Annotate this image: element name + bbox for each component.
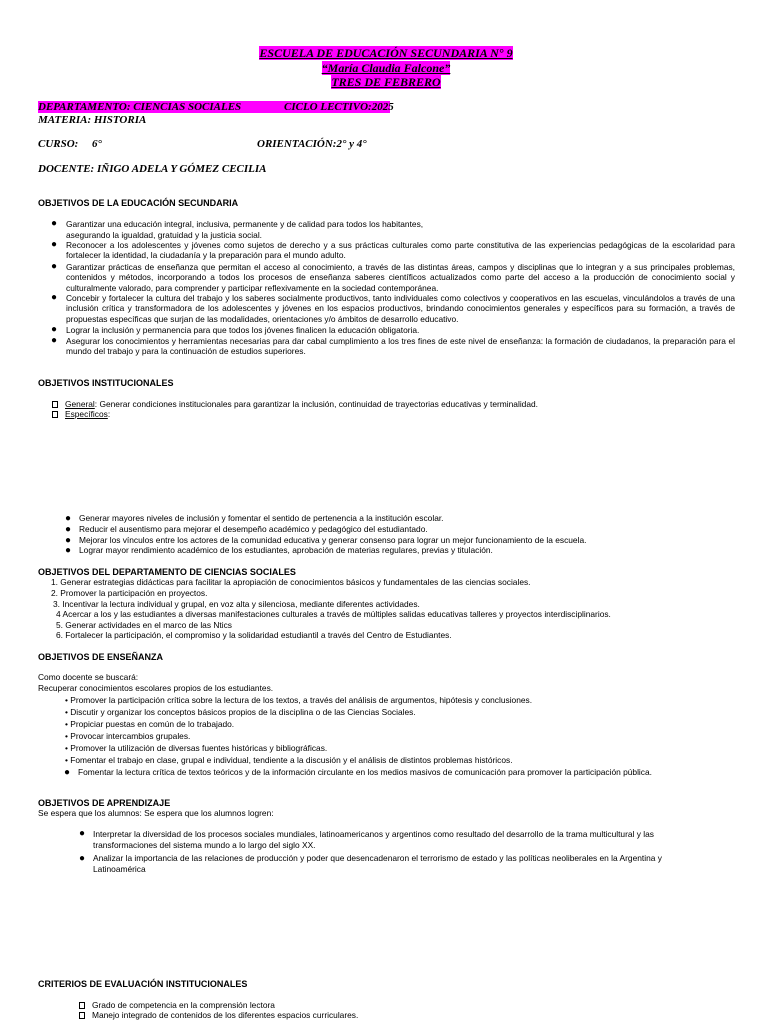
- dept-item-4: 4 Acercar a los y las estudiantes a diversas manifestaciones culturales a través de múltiples salidas educativas talleres y proyectos interdisciplinarios.: [56, 609, 611, 619]
- department-bar: [38, 101, 394, 113]
- bullet-icon: ●: [51, 218, 58, 229]
- bullet-icon: ●: [65, 513, 72, 524]
- checkbox-icon: [79, 1012, 85, 1019]
- inst-item-3: Mejorar los vínculos entre los actores de la comunidad educativa y generar consenso para lograr un mejor funcionamiento de la escuela.: [79, 535, 587, 545]
- criteria-item-1: Grado de competencia en la comprensión lectora: [92, 1000, 275, 1010]
- learn-item-2a: Analizar la importancia de las relaciones de producción y poder que desencadenaron el terrorismo de estado y las políticas neoliberales en la Argentina y: [93, 853, 662, 863]
- inst-item-1: Generar mayores niveles de inclusión y fomentar el sentido de pertenencia a la institución escolar.: [79, 513, 444, 523]
- learn-objectives-heading: OBJETIVOS DE APRENDIZAJE: [38, 798, 171, 808]
- checkbox-icon: [52, 411, 58, 418]
- sec-objective-6: Asegurar los conocimientos y herramientas necesarias para dar cabal cumplimiento a los tres fines de este nivel de enseñanza: la formación de ciudadanos, la preparación para el mundo del trabajo y para la continuación de estudios superiores.: [66, 336, 735, 357]
- criteria-heading: CRITERIOS DE EVALUACIÓN INSTITUCIONALES: [38, 979, 248, 989]
- bullet-icon: ●: [64, 767, 71, 778]
- bullet-icon: ●: [51, 324, 58, 335]
- subject-label: MATERIA: HISTORIA: [38, 114, 147, 126]
- teach-item-1: • Promover la participación crítica sobre la lectura de los textos, a través del análisis de argumentos, hipótesis y conclusiones.: [65, 695, 533, 705]
- dept-item-3: 3. Incentivar la lectura individual y grupal, en voz alta y silenciosa, mediante diferentes actividades.: [53, 599, 420, 609]
- checkbox-icon: [52, 401, 58, 408]
- inst-general: General: Generar condiciones institucionales para garantizar la inclusión, continuidad de trayectorias educativas y terminalidad.: [65, 399, 538, 409]
- inst-item-4: Lograr mayor rendimiento académico de los estudiantes, aprobación de materias regulares, previas y titulación.: [79, 545, 493, 555]
- inst-specific: Específicos:: [65, 409, 111, 419]
- dept-item-2: 2. Promover la participación en proyectos.: [51, 588, 208, 598]
- sec-objective-5: Lograr la inclusión y permanencia para que todos los jóvenes finalicen la educación obligatoria.: [66, 325, 420, 335]
- orientation-label: ORIENTACIÓN:2° y 4°: [257, 138, 367, 150]
- sec-objective-3: Garantizar prácticas de enseñanza que permitan el acceso al conocimiento, a través de las distintas áreas, campos y disciplinas que lo integran y a sus principales problemas, contenidos y métodos, incorporando a todos los procesos de enseñanza saberes científicos actualizados como parte del acceso a la producción de conocimiento social y culturalmente valorado, para comprender y participar reflexivamente en la sociedad contemporánea.: [66, 262, 735, 293]
- teacher-label: DOCENTE: IÑIGO ADELA Y GÓMEZ CECILIA: [38, 163, 267, 175]
- sec-objective-2: Reconocer a los adolescentes y jóvenes como sujetos de derecho y a sus prácticas culturales como parte constitutiva de las experiencias pedagógicas de la escolaridad para fortalecer la identidad, la ciudadanía y la preparación para el mundo adulto.: [66, 240, 735, 261]
- bullet-icon: ●: [51, 292, 58, 303]
- cycle-label: CICLO LECTIVO:2025: [284, 101, 394, 113]
- course-value: 6°: [92, 138, 102, 150]
- dept-objectives-heading: OBJETIVOS DEL DEPARTAMENTO DE CIENCIAS SOCIALES: [38, 567, 296, 577]
- bullet-icon: ●: [65, 545, 72, 556]
- learn-item-1b: transformaciones del sistema mundo a lo largo del siglo XX.: [93, 840, 316, 850]
- dept-item-6: 6. Fortalecer la participación, el compromiso y la solidaridad estudiantil a través del Centro de Estudiantes.: [56, 630, 452, 640]
- teach-item-2: • Discutir y organizar los conceptos básicos propios de la disciplina o de las Ciencias Sociales.: [65, 707, 416, 717]
- learn-item-1a: Interpretar la diversidad de los procesos sociales mundiales, latinoamericanos y argentinos como resultado del desarrollo de la trama multicultural y las: [93, 829, 654, 839]
- department-label: DEPARTAMENTO: CIENCIAS SOCIALES: [38, 101, 242, 113]
- bullet-icon: ●: [65, 524, 72, 535]
- inst-objectives-heading: OBJETIVOS INSTITUCIONALES: [38, 378, 174, 388]
- sec-objective-4: Concebir y fortalecer la cultura del trabajo y los saberes socialmente productivos, tanto individuales como colectivos y cooperativos en las escuelas, vinculándolos a través de una inclusión crítica y transformadora de los adolescentes y jóvenes en los espacios productivos, brindando conocimientos generales y específicos para su formación, a través de propuestas específicas que surjan de las modalidades, orientaciones y/o ámbitos de desarrollo educativo.: [66, 293, 735, 324]
- learn-intro: Se espera que los alumnos: Se espera que los alumnos logren:: [38, 808, 274, 818]
- dept-item-5: 5. Generar actividades en el marco de las Ntics: [56, 620, 232, 630]
- teach-intro-2: Recuperar conocimientos escolares propios de los estudiantes.: [38, 683, 274, 693]
- school-name: ESCUELA DE EDUCACIÓN SECUNDARIA N° 9: [259, 46, 513, 60]
- teach-objectives-heading: OBJETIVOS DE ENSEÑANZA: [38, 652, 164, 662]
- bullet-icon: ●: [51, 239, 58, 250]
- teach-item-4: • Provocar intercambios grupales.: [65, 731, 191, 741]
- school-subtitle: “María Claudia Falcone”: [321, 61, 451, 75]
- bullet-icon: ●: [51, 261, 58, 272]
- bullet-icon: ●: [79, 853, 86, 864]
- course-label: CURSO:: [38, 138, 79, 150]
- learn-item-2b: Latinoamérica: [93, 864, 146, 874]
- bullet-icon: ●: [51, 335, 58, 346]
- bullet-icon: ●: [79, 828, 86, 839]
- checkbox-icon: [79, 1002, 85, 1009]
- teach-item-6: • Fomentar el trabajo en clase, grupal e individual, tendiente a la discusión y el análisis de distintos problemas históricos.: [65, 755, 513, 765]
- dept-item-1: 1. Generar estrategias didácticas para facilitar la apropiación de conocimientos básicos y fundamentales de las ciencias sociales.: [51, 577, 531, 587]
- sec-objective-1a: Garantizar una educación integral, inclusiva, permanente y de calidad para todos los habitantes,: [66, 219, 424, 229]
- school-city: TRES DE FEBRERO: [331, 75, 441, 89]
- criteria-item-2: Manejo integrado de contenidos de los diferentes espacios curriculares.: [92, 1010, 359, 1020]
- sec-objectives-heading: OBJETIVOS DE LA EDUCACIÓN SECUNDARIA: [38, 198, 239, 208]
- inst-item-2: Reducir el ausentismo para mejorar el desempeño académico y pedagógico del estudiantado.: [79, 524, 428, 534]
- teach-item-7: Fomentar la lectura crítica de textos teóricos y de la información circulante en los medios masivos de comunicación para promover la participación pública.: [78, 767, 652, 777]
- teach-intro-1: Como docente se buscará:: [38, 672, 139, 682]
- teach-item-5: • Promover la utilización de diversas fuentes históricas y bibliográficas.: [65, 743, 328, 753]
- teach-item-3: • Propiciar puestas en común de lo trabajado.: [65, 719, 235, 729]
- bullet-icon: ●: [65, 535, 72, 546]
- sec-objective-1b: asegurando la igualdad, gratuidad y la justicia social.: [66, 229, 263, 240]
